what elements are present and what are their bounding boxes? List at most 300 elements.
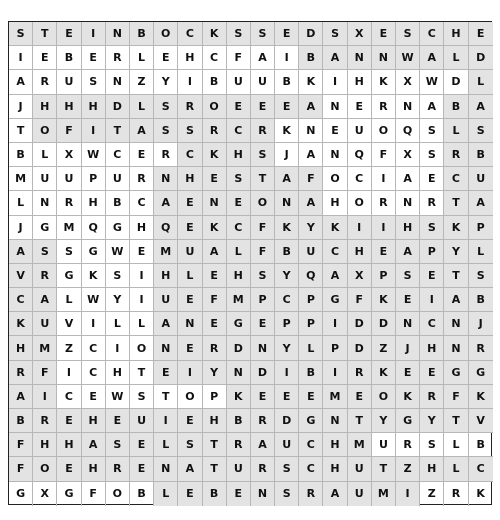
letter-cell[interactable]: E — [372, 240, 396, 264]
letter-cell[interactable]: A — [33, 288, 57, 312]
letter-cell[interactable]: U — [57, 70, 81, 94]
letter-cell[interactable]: Z — [57, 336, 81, 360]
letter-cell[interactable]: C — [203, 46, 227, 70]
letter-cell[interactable]: E — [251, 312, 275, 336]
letter-cell[interactable]: K — [203, 143, 227, 167]
letter-cell[interactable]: A — [154, 191, 178, 215]
letter-cell[interactable]: E — [396, 361, 420, 385]
letter-cell[interactable]: P — [372, 264, 396, 288]
letter-cell[interactable]: W — [396, 46, 420, 70]
letter-cell[interactable]: B — [203, 70, 227, 94]
letter-cell[interactable]: R — [444, 482, 468, 506]
letter-cell[interactable]: A — [420, 95, 444, 119]
letter-cell[interactable]: G — [469, 361, 493, 385]
letter-cell[interactable]: N — [348, 46, 372, 70]
letter-cell[interactable]: N — [227, 361, 251, 385]
letter-cell[interactable]: G — [227, 312, 251, 336]
letter-cell[interactable]: B — [130, 482, 154, 506]
letter-cell[interactable]: N — [106, 70, 130, 94]
letter-cell[interactable]: R — [444, 143, 468, 167]
letter-cell[interactable]: U — [348, 457, 372, 481]
letter-cell[interactable]: S — [396, 22, 420, 46]
letter-cell[interactable]: K — [476, 487, 485, 501]
letter-cell[interactable]: L — [227, 240, 251, 264]
letter-cell[interactable]: B — [9, 409, 33, 433]
letter-cell[interactable]: A — [9, 70, 33, 94]
letter-cell[interactable]: K — [444, 216, 468, 240]
letter-cell[interactable]: U — [275, 433, 299, 457]
letter-cell[interactable]: S — [420, 216, 444, 240]
letter-cell[interactable]: M — [33, 336, 57, 360]
letter-cell[interactable]: E — [348, 385, 372, 409]
letter-cell[interactable]: L — [444, 457, 468, 481]
letter-cell[interactable]: E — [203, 167, 227, 191]
letter-cell[interactable]: F — [348, 288, 372, 312]
letter-cell[interactable]: R — [130, 167, 154, 191]
letter-cell[interactable]: T — [9, 119, 33, 143]
letter-cell[interactable]: E — [372, 22, 396, 46]
letter-cell[interactable]: I — [372, 216, 396, 240]
letter-cell[interactable]: G — [57, 482, 81, 506]
letter-cell[interactable]: I — [106, 336, 130, 360]
letter-cell[interactable]: G — [82, 240, 106, 264]
letter-cell[interactable]: R — [372, 191, 396, 215]
letter-cell[interactable]: A — [323, 482, 347, 506]
letter-cell[interactable]: H — [9, 336, 33, 360]
letter-cell[interactable]: A — [299, 191, 323, 215]
letter-cell[interactable]: Y — [444, 240, 468, 264]
letter-cell[interactable]: E — [251, 385, 275, 409]
letter-cell[interactable]: C — [9, 288, 33, 312]
letter-cell[interactable]: H — [420, 336, 444, 360]
letter-cell[interactable]: K — [372, 288, 396, 312]
letter-cell[interactable]: E — [251, 95, 275, 119]
letter-cell[interactable]: S — [275, 457, 299, 481]
letter-cell[interactable]: U — [33, 167, 57, 191]
letter-cell[interactable]: N — [396, 95, 420, 119]
letter-cell[interactable]: R — [251, 409, 275, 433]
letter-cell[interactable]: L — [178, 264, 202, 288]
letter-cell[interactable]: S — [251, 143, 275, 167]
letter-cell[interactable]: M — [348, 433, 372, 457]
letter-cell[interactable]: A — [299, 143, 323, 167]
letter-cell[interactable]: A — [130, 119, 154, 143]
letter-cell[interactable]: O — [323, 167, 347, 191]
letter-cell[interactable]: R — [420, 191, 444, 215]
letter-cell[interactable]: B — [203, 482, 227, 506]
letter-cell[interactable]: E — [348, 95, 372, 119]
letter-cell[interactable]: Z — [372, 336, 396, 360]
letter-cell[interactable]: N — [33, 191, 57, 215]
letter-cell[interactable]: N — [203, 191, 227, 215]
letter-cell[interactable]: H — [203, 409, 227, 433]
letter-cell[interactable]: S — [57, 240, 81, 264]
letter-cell[interactable]: Z — [420, 482, 444, 506]
letter-cell[interactable]: S — [420, 433, 444, 457]
letter-cell[interactable]: L — [106, 312, 130, 336]
letter-cell[interactable]: A — [396, 167, 420, 191]
letter-cell[interactable]: R — [227, 433, 251, 457]
letter-cell[interactable]: R — [299, 482, 323, 506]
letter-cell[interactable]: E — [227, 95, 251, 119]
letter-cell[interactable]: N — [323, 143, 347, 167]
letter-cell[interactable]: A — [420, 46, 444, 70]
letter-cell[interactable]: R — [420, 385, 444, 409]
letter-cell[interactable]: P — [82, 167, 106, 191]
letter-cell[interactable]: U — [469, 167, 493, 191]
letter-cell[interactable]: H — [323, 191, 347, 215]
letter-cell[interactable]: I — [154, 409, 178, 433]
letter-cell[interactable]: P — [323, 336, 347, 360]
letter-cell[interactable]: H — [348, 240, 372, 264]
letter-cell[interactable]: S — [154, 119, 178, 143]
letter-cell[interactable]: C — [275, 288, 299, 312]
letter-cell[interactable]: S — [469, 119, 493, 143]
letter-cell[interactable]: E — [106, 409, 130, 433]
letter-cell[interactable]: Q — [396, 119, 420, 143]
letter-cell[interactable]: D — [444, 70, 468, 94]
letter-cell[interactable]: U — [57, 167, 81, 191]
letter-cell[interactable]: R — [9, 361, 33, 385]
letter-cell[interactable]: R — [251, 457, 275, 481]
letter-cell[interactable]: F — [227, 46, 251, 70]
letter-cell[interactable]: C — [82, 336, 106, 360]
letter-cell[interactable]: Q — [82, 216, 106, 240]
letter-cell[interactable]: B — [57, 46, 81, 70]
letter-cell[interactable]: J — [9, 216, 33, 240]
letter-cell[interactable]: G — [57, 264, 81, 288]
letter-cell[interactable]: I — [420, 288, 444, 312]
letter-cell[interactable]: H — [348, 70, 372, 94]
letter-cell[interactable]: H — [33, 95, 57, 119]
letter-cell[interactable]: O — [372, 385, 396, 409]
letter-cell[interactable]: E — [420, 361, 444, 385]
letter-cell[interactable]: A — [323, 46, 347, 70]
letter-cell[interactable]: B — [227, 409, 251, 433]
letter-cell[interactable]: W — [82, 143, 106, 167]
letter-cell[interactable]: D — [469, 46, 493, 70]
letter-cell[interactable]: L — [130, 46, 154, 70]
letter-cell[interactable]: E — [154, 361, 178, 385]
letter-cell[interactable]: K — [9, 312, 33, 336]
letter-cell[interactable]: J — [396, 336, 420, 360]
letter-cell[interactable]: S — [106, 264, 130, 288]
letter-cell[interactable]: S — [178, 433, 202, 457]
letter-cell[interactable]: S — [227, 167, 251, 191]
letter-cell[interactable]: H — [420, 457, 444, 481]
letter-cell[interactable]: M — [323, 385, 347, 409]
letter-cell[interactable]: W — [106, 385, 130, 409]
letter-cell[interactable]: C — [469, 457, 493, 481]
letter-cell[interactable]: T — [154, 385, 178, 409]
letter-cell[interactable]: X — [396, 70, 420, 94]
letter-cell[interactable]: D — [227, 336, 251, 360]
letter-cell[interactable]: S — [396, 264, 420, 288]
letter-cell[interactable]: S — [82, 70, 106, 94]
letter-cell[interactable]: B — [299, 46, 323, 70]
letter-cell[interactable]: H — [130, 216, 154, 240]
letter-cell[interactable]: I — [275, 46, 299, 70]
letter-cell[interactable]: T — [444, 264, 468, 288]
letter-cell[interactable]: J — [469, 312, 493, 336]
letter-cell[interactable]: D — [251, 361, 275, 385]
letter-cell[interactable]: I — [348, 216, 372, 240]
letter-cell[interactable]: C — [348, 167, 372, 191]
letter-cell[interactable]: Y — [420, 409, 444, 433]
letter-cell[interactable]: S — [420, 119, 444, 143]
letter-cell[interactable]: B — [130, 22, 154, 46]
letter-cell[interactable]: C — [227, 216, 251, 240]
letter-cell[interactable]: P — [299, 288, 323, 312]
letter-cell[interactable]: E — [57, 409, 81, 433]
letter-cell[interactable]: E — [420, 167, 444, 191]
letter-cell[interactable]: S — [106, 433, 130, 457]
letter-cell[interactable]: I — [82, 119, 106, 143]
letter-cell[interactable]: M — [9, 167, 33, 191]
letter-cell[interactable]: U — [154, 288, 178, 312]
letter-cell[interactable]: E — [323, 119, 347, 143]
letter-cell[interactable]: F — [57, 119, 81, 143]
letter-cell[interactable]: O — [372, 119, 396, 143]
letter-cell[interactable]: O — [178, 385, 202, 409]
letter-cell[interactable]: W — [82, 288, 106, 312]
letter-cell[interactable]: R — [251, 119, 275, 143]
letter-cell[interactable]: S — [9, 22, 33, 46]
letter-cell[interactable]: S — [251, 22, 275, 46]
letter-cell[interactable]: H — [227, 143, 251, 167]
letter-cell[interactable]: H — [82, 409, 106, 433]
letter-cell[interactable]: E — [82, 385, 106, 409]
letter-cell[interactable]: K — [203, 216, 227, 240]
letter-cell[interactable]: C — [178, 143, 202, 167]
letter-cell[interactable]: I — [130, 288, 154, 312]
letter-cell[interactable]: M — [372, 482, 396, 506]
letter-cell[interactable]: L — [130, 312, 154, 336]
letter-cell[interactable]: L — [130, 95, 154, 119]
letter-cell[interactable]: E — [275, 385, 299, 409]
letter-cell[interactable]: F — [251, 216, 275, 240]
letter-cell[interactable]: S — [154, 95, 178, 119]
letter-cell[interactable]: F — [299, 167, 323, 191]
letter-cell[interactable]: P — [203, 385, 227, 409]
letter-cell[interactable]: A — [9, 240, 33, 264]
letter-cell[interactable]: F — [444, 385, 468, 409]
letter-cell[interactable]: I — [323, 312, 347, 336]
letter-cell[interactable]: G — [33, 216, 57, 240]
letter-cell[interactable]: X — [33, 482, 57, 506]
letter-cell[interactable]: R — [372, 95, 396, 119]
letter-cell[interactable]: A — [275, 167, 299, 191]
letter-cell[interactable]: K — [396, 385, 420, 409]
letter-cell[interactable]: P — [275, 312, 299, 336]
letter-cell[interactable]: P — [469, 216, 493, 240]
letter-cell[interactable]: R — [469, 336, 493, 360]
letter-cell[interactable]: H — [33, 433, 57, 457]
letter-cell[interactable]: R — [203, 336, 227, 360]
letter-cell[interactable]: H — [227, 264, 251, 288]
letter-cell[interactable]: B — [469, 288, 493, 312]
letter-cell[interactable]: G — [9, 482, 33, 506]
letter-cell[interactable]: H — [323, 457, 347, 481]
letter-cell[interactable]: L — [33, 143, 57, 167]
letter-cell[interactable]: S — [251, 264, 275, 288]
letter-cell[interactable]: H — [82, 191, 106, 215]
letter-cell[interactable]: W — [106, 240, 130, 264]
letter-cell[interactable]: T — [106, 119, 130, 143]
letter-cell[interactable]: U — [227, 70, 251, 94]
letter-cell[interactable]: S — [33, 240, 57, 264]
letter-cell[interactable]: D — [372, 312, 396, 336]
letter-cell[interactable]: E — [178, 336, 202, 360]
letter-cell[interactable]: E — [130, 433, 154, 457]
letter-cell[interactable]: O — [33, 457, 57, 481]
letter-cell[interactable]: U — [33, 312, 57, 336]
letter-cell[interactable]: H — [178, 46, 202, 70]
letter-cell[interactable]: O — [154, 22, 178, 46]
letter-cell[interactable]: C — [323, 240, 347, 264]
letter-cell[interactable]: A — [444, 288, 468, 312]
letter-cell[interactable]: Y — [372, 409, 396, 433]
letter-cell[interactable]: U — [299, 240, 323, 264]
letter-cell[interactable]: T — [130, 361, 154, 385]
letter-cell[interactable]: U — [106, 167, 130, 191]
letter-cell[interactable]: X — [396, 143, 420, 167]
letter-cell[interactable]: S — [469, 264, 493, 288]
letter-cell[interactable]: N — [251, 336, 275, 360]
letter-cell[interactable]: K — [82, 264, 106, 288]
letter-cell[interactable]: V — [9, 264, 33, 288]
letter-cell[interactable]: S — [323, 22, 347, 46]
letter-cell[interactable]: K — [299, 70, 323, 94]
letter-cell[interactable]: M — [227, 288, 251, 312]
letter-cell[interactable]: C — [57, 385, 81, 409]
letter-cell[interactable]: E — [57, 22, 81, 46]
letter-cell[interactable]: H — [154, 264, 178, 288]
letter-cell[interactable]: T — [33, 22, 57, 46]
letter-cell[interactable]: F — [9, 433, 33, 457]
letter-cell[interactable]: L — [299, 336, 323, 360]
letter-cell[interactable]: N — [323, 409, 347, 433]
letter-cell[interactable]: A — [396, 240, 420, 264]
letter-cell[interactable]: O — [33, 119, 57, 143]
letter-cell[interactable]: A — [9, 385, 33, 409]
letter-cell[interactable]: Z — [396, 457, 420, 481]
letter-cell[interactable]: C — [106, 143, 130, 167]
letter-cell[interactable]: U — [372, 433, 396, 457]
letter-cell[interactable]: P — [251, 288, 275, 312]
letter-cell[interactable]: H — [106, 361, 130, 385]
letter-cell[interactable]: O — [251, 191, 275, 215]
letter-cell[interactable]: N — [444, 312, 468, 336]
letter-cell[interactable]: U — [348, 119, 372, 143]
letter-cell[interactable]: L — [154, 433, 178, 457]
letter-cell[interactable]: B — [106, 191, 130, 215]
letter-cell[interactable]: Q — [154, 216, 178, 240]
letter-cell[interactable]: I — [178, 361, 202, 385]
letter-cell[interactable]: E — [178, 482, 202, 506]
letter-cell[interactable]: A — [178, 457, 202, 481]
letter-cell[interactable]: F — [9, 457, 33, 481]
letter-cell[interactable]: A — [251, 46, 275, 70]
letter-cell[interactable]: I — [323, 361, 347, 385]
letter-cell[interactable]: Q — [299, 264, 323, 288]
letter-cell[interactable]: T — [251, 167, 275, 191]
letter-cell[interactable]: L — [469, 70, 493, 94]
letter-cell[interactable]: P — [299, 312, 323, 336]
letter-cell[interactable]: I — [57, 361, 81, 385]
letter-cell[interactable]: K — [469, 385, 493, 409]
letter-cell[interactable]: D — [348, 336, 372, 360]
letter-cell[interactable]: R — [178, 95, 202, 119]
letter-cell[interactable]: E — [178, 191, 202, 215]
letter-cell[interactable]: T — [444, 409, 468, 433]
letter-cell[interactable]: T — [372, 457, 396, 481]
letter-cell[interactable]: T — [444, 191, 468, 215]
letter-cell[interactable]: N — [396, 191, 420, 215]
letter-cell[interactable]: U — [130, 409, 154, 433]
letter-cell[interactable]: E — [227, 191, 251, 215]
letter-cell[interactable]: A — [154, 312, 178, 336]
letter-cell[interactable]: E — [178, 216, 202, 240]
letter-cell[interactable]: H — [323, 433, 347, 457]
letter-cell[interactable]: Y — [154, 70, 178, 94]
letter-cell[interactable]: Y — [203, 361, 227, 385]
letter-cell[interactable]: V — [57, 312, 81, 336]
letter-cell[interactable]: E — [154, 46, 178, 70]
letter-cell[interactable]: L — [444, 433, 468, 457]
letter-cell[interactable]: B — [299, 361, 323, 385]
letter-cell[interactable]: B — [469, 143, 493, 167]
letter-cell[interactable]: E — [178, 288, 202, 312]
letter-cell[interactable]: O — [130, 336, 154, 360]
letter-cell[interactable]: X — [348, 264, 372, 288]
letter-cell[interactable]: U — [251, 70, 275, 94]
letter-cell[interactable]: E — [130, 457, 154, 481]
letter-cell[interactable]: K — [227, 385, 251, 409]
letter-cell[interactable]: K — [275, 119, 299, 143]
letter-cell[interactable]: G — [299, 409, 323, 433]
letter-cell[interactable]: D — [106, 95, 130, 119]
letter-cell[interactable]: N — [106, 22, 130, 46]
letter-cell[interactable]: G — [396, 409, 420, 433]
letter-cell[interactable]: R — [33, 70, 57, 94]
letter-cell[interactable]: R — [154, 143, 178, 167]
letter-cell[interactable]: F — [372, 143, 396, 167]
letter-cell[interactable]: R — [57, 191, 81, 215]
letter-cell[interactable]: L — [57, 288, 81, 312]
letter-cell[interactable]: O — [348, 191, 372, 215]
letter-cell[interactable]: Y — [275, 336, 299, 360]
letter-cell[interactable]: I — [178, 70, 202, 94]
letter-cell[interactable]: D — [275, 409, 299, 433]
letter-cell[interactable]: I — [372, 167, 396, 191]
letter-cell[interactable]: F — [82, 482, 106, 506]
letter-cell[interactable]: N — [154, 167, 178, 191]
letter-cell[interactable]: A — [469, 191, 493, 215]
letter-cell[interactable]: N — [178, 312, 202, 336]
letter-cell[interactable]: Y — [275, 264, 299, 288]
letter-cell[interactable]: Z — [130, 70, 154, 94]
letter-cell[interactable]: N — [323, 95, 347, 119]
letter-cell[interactable]: E — [57, 457, 81, 481]
letter-cell[interactable]: E — [299, 385, 323, 409]
letter-cell[interactable]: N — [396, 312, 420, 336]
letter-cell[interactable]: R — [348, 361, 372, 385]
letter-cell[interactable]: C — [178, 22, 202, 46]
letter-cell[interactable]: O — [106, 482, 130, 506]
letter-cell[interactable]: Y — [299, 216, 323, 240]
letter-cell[interactable]: R — [396, 433, 420, 457]
